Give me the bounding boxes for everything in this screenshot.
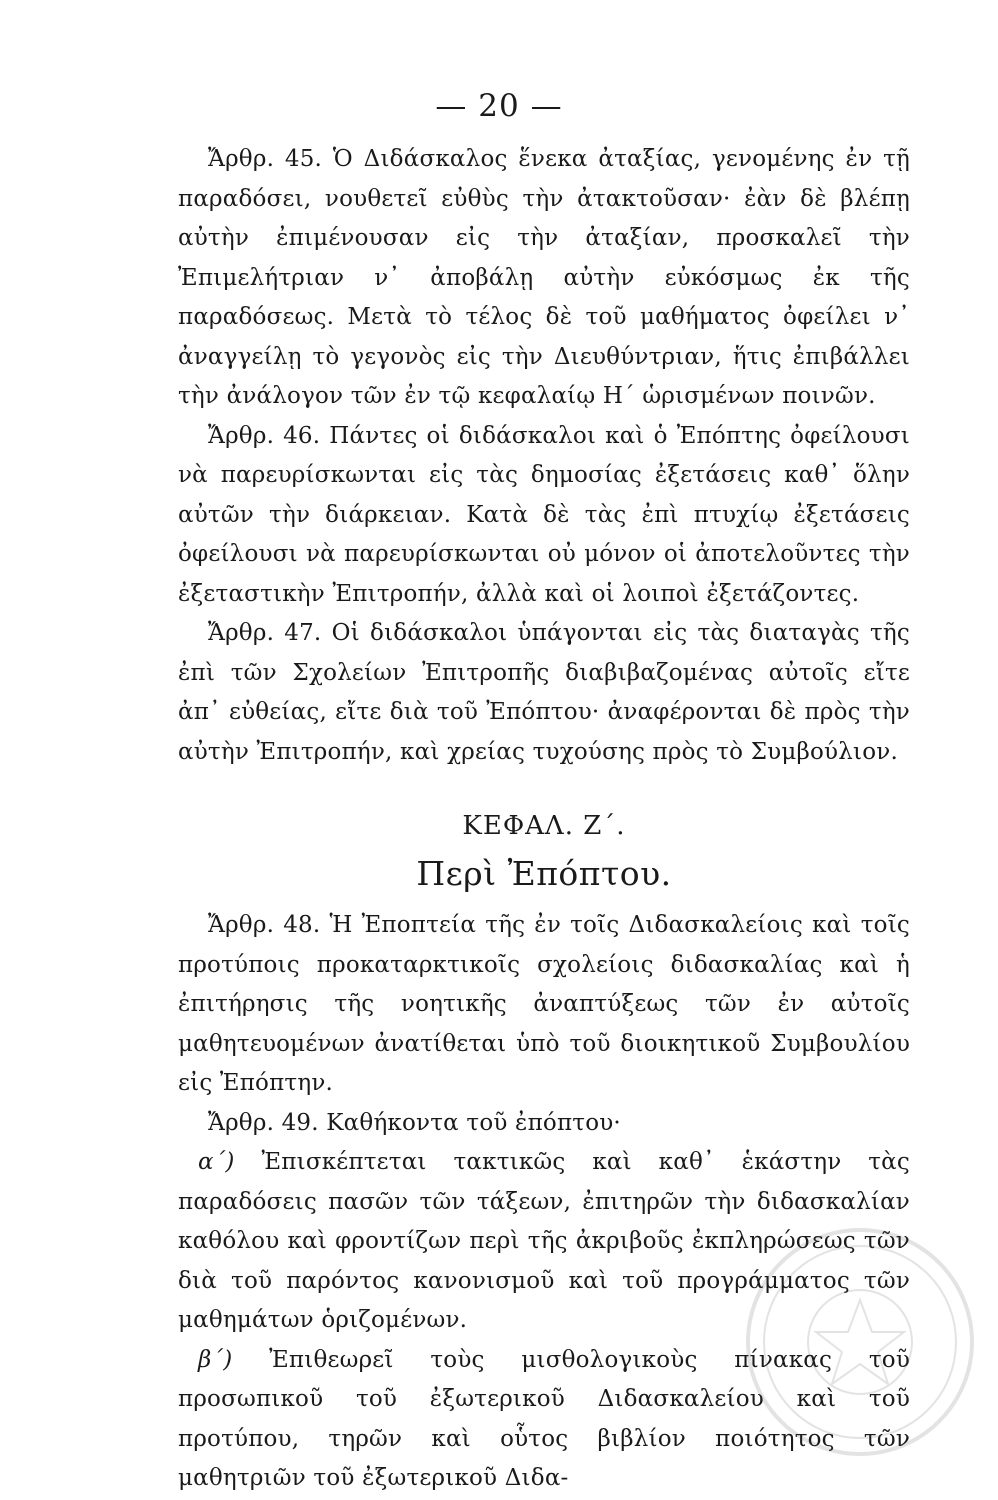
article-45: Ἄρθρ. 45. Ὁ Διδάσκαλος ἕνεκα ἀταξίας, γενομένης ἐν τῇ παραδόσει, νουθετεῖ εὐθὺς τὴν ἀτακτοῦσαν· ἐὰν δὲ βλέπῃ αὐτὴν ἐπιμένουσαν εἰς τὴν ἀταξίαν, προσκαλεῖ τὴν Ἐπιμελήτριαν ν᾽ ἀποβάλῃ αὐτὴν εὐκόσμως ἐκ τῆς παραδόσεως. Μετὰ τὸ τέλος δὲ τοῦ μαθήματος ὀφείλει ν᾽ ἀναγγείλῃ τὸ γεγονὸς εἰς τὴν Διευθύντριαν, ἥτις ἐπιβάλλει τὴν ἀνάλογον τῶν ἐν τῷ κεφαλαίῳ Η´ ὡρισμένων ποινῶν. bbox=[178, 146, 910, 409]
article-46: Ἄρθρ. 46. Πάντες οἱ διδάσκαλοι καὶ ὁ Ἐπόπτης ὀφείλουσι νὰ παρευρίσκωνται εἰς τὰς δημοσίας ἐξετάσεις καθ᾽ ὅλην αὐτῶν τὴν διάρκειαν. Κατὰ δὲ τὰς ἐπὶ πτυχίῳ ἐξετάσεις ὀφείλουσι νὰ παρευρίσκωνται οὐ μόνον οἱ ἀποτελοῦντες τὴν ἐξεταστικὴν Ἐπιτροπήν, ἀλλὰ καὶ οἱ λοιποὶ ἐξετάζοντες. bbox=[178, 422, 910, 607]
duty-b-label: β´) bbox=[198, 1346, 233, 1373]
duty-a-label: α´) bbox=[198, 1149, 235, 1175]
duty-b-text: Ἐπιθεωρεῖ τοὺς μισθολογικοὺς πίνακας τοῦ προσωπικοῦ τοῦ ἐξωτερικοῦ Διδασκαλείου καὶ τοῦ προτύπου, τηρῶν καὶ οὗτος βιβλίον ποιότητος τῶν μαθητριῶν τοῦ ἐξωτερικοῦ Διδα- bbox=[178, 1346, 911, 1491]
university-seal-icon bbox=[740, 1222, 980, 1462]
article-47: Ἄρθρ. 47. Οἱ διδάσκαλοι ὑπάγονται εἰς τὰς διαταγὰς τῆς ἐπὶ τῶν Σχολείων Ἐπιτροπῆς διαβιβαζομένας αὐτοῖς εἴτε ἀπ᾽ εὐθείας, εἴτε διὰ τοῦ Ἐπόπτου· ἀναφέρονται δὲ πρὸς τὴν αὐτὴν Ἐπιτροπήν, καὶ χρείας τυχούσης πρὸς τὸ Συμβούλιον. bbox=[178, 620, 910, 765]
article-48: Ἄρθρ. 48. Ἡ Ἐποπτεία τῆς ἐν τοῖς Διδασκαλείοις καὶ τοῖς προτύποις προκαταρκτικοῖς σχολείοις διδασκαλίας καὶ ἡ ἐπιτήρησις τῆς νοητικῆς ἀναπτύξεως τῶν ἐν αὐτοῖς μαθητευομένων ἀνατίθεται ὑπὸ τοῦ διοικητικοῦ Συμβουλίου εἰς Ἐπόπτην. bbox=[178, 912, 910, 1096]
duty-a-text: Ἐπισκέπτεται τακτικῶς καὶ καθ᾽ ἑκάστην τὰς παραδόσεις πασῶν τῶν τάξεων, ἐπιτηρῶν τὴν διδασκαλίαν καθόλου καὶ φροντίζων περὶ τῆς ἀκριβοῦς ἐκπληρώσεως τῶν διὰ τοῦ παρόντος κανονισμοῦ καὶ τοῦ προγράμματος τῶν μαθημάτων ὁριζομένων. bbox=[178, 1149, 911, 1333]
chapter-heading: ΚΕΦΑΛ. Ζ´. bbox=[462, 811, 626, 841]
article-49: Ἄρθρ. 49. Καθήκοντα τοῦ ἐπόπτου· bbox=[208, 1109, 621, 1136]
page-number: — 20 — bbox=[435, 88, 563, 124]
chapter-title: Περὶ Ἐπόπτου. bbox=[416, 854, 672, 893]
